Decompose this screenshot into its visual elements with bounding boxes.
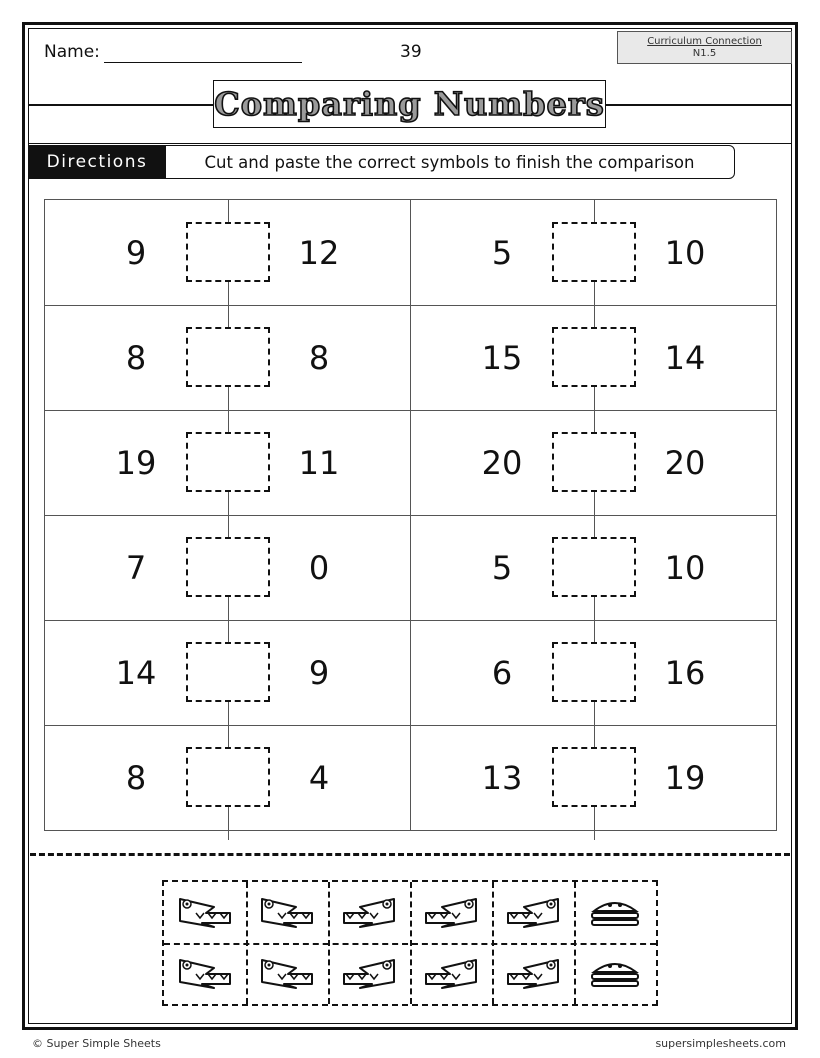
- right-number: 0: [308, 548, 330, 587]
- greater-than-alligator-icon: [338, 893, 400, 933]
- symbol-drop-box[interactable]: [186, 327, 270, 387]
- right-number: 10: [664, 233, 706, 272]
- cutout-card[interactable]: [164, 882, 246, 944]
- directions-rule: [28, 143, 792, 144]
- name-label: Name:: [44, 42, 100, 62]
- left-number: 14: [115, 653, 157, 692]
- page-title: Comparing Numbers: [214, 85, 605, 123]
- symbol-drop-box[interactable]: [186, 537, 270, 597]
- left-number: 5: [491, 233, 513, 272]
- left-number: 5: [491, 548, 513, 587]
- curriculum-title: Curriculum Connection: [647, 36, 762, 47]
- page-number: 39: [400, 42, 422, 62]
- equal-sandwich-icon: [584, 954, 646, 994]
- right-number: 4: [308, 758, 330, 797]
- right-number: 9: [308, 653, 330, 692]
- right-number: 12: [298, 233, 340, 272]
- cutout-card[interactable]: [492, 882, 574, 944]
- symbol-drop-box[interactable]: [552, 327, 636, 387]
- name-field[interactable]: [104, 62, 302, 63]
- left-number: 20: [481, 443, 523, 482]
- left-number: 19: [115, 443, 157, 482]
- symbol-drop-box[interactable]: [186, 642, 270, 702]
- cutout-card[interactable]: [492, 943, 574, 1005]
- greater-than-alligator-icon: [420, 954, 482, 994]
- greater-than-alligator-icon: [502, 954, 564, 994]
- equal-sandwich-icon: [584, 893, 646, 933]
- cutout-card[interactable]: [410, 882, 492, 944]
- left-number: 9: [125, 233, 147, 272]
- left-number: 7: [125, 548, 147, 587]
- right-number: 20: [664, 443, 706, 482]
- cutout-card[interactable]: [574, 943, 656, 1005]
- greater-than-alligator-icon: [502, 893, 564, 933]
- right-number: 11: [298, 443, 340, 482]
- title-rule-right: [605, 104, 792, 106]
- symbol-drop-box[interactable]: [186, 222, 270, 282]
- footer-copyright: © Super Simple Sheets: [32, 1037, 161, 1050]
- left-number: 6: [491, 653, 513, 692]
- footer-website: supersimplesheets.com: [655, 1037, 786, 1050]
- symbol-drop-box[interactable]: [552, 432, 636, 492]
- cutout-card[interactable]: [328, 882, 410, 944]
- directions-label: Directions: [28, 145, 166, 179]
- less-than-alligator-icon: [174, 893, 236, 933]
- right-number: 19: [664, 758, 706, 797]
- comparison-grid: [44, 199, 777, 831]
- left-number: 8: [125, 758, 147, 797]
- left-number: 8: [125, 338, 147, 377]
- symbol-drop-box[interactable]: [552, 537, 636, 597]
- title-banner: [213, 80, 606, 128]
- less-than-alligator-icon: [256, 893, 318, 933]
- symbol-drop-box[interactable]: [186, 747, 270, 807]
- left-number: 13: [481, 758, 523, 797]
- cutout-cards: [162, 880, 658, 1006]
- symbol-drop-box[interactable]: [552, 222, 636, 282]
- right-number: 14: [664, 338, 706, 377]
- symbol-drop-box[interactable]: [186, 432, 270, 492]
- box-connector: [228, 200, 229, 840]
- box-connector: [594, 200, 595, 840]
- curriculum-connection: [617, 31, 792, 64]
- cutout-card[interactable]: [410, 943, 492, 1005]
- right-number: 8: [308, 338, 330, 377]
- cutout-card[interactable]: [574, 882, 656, 944]
- less-than-alligator-icon: [256, 954, 318, 994]
- less-than-alligator-icon: [174, 954, 236, 994]
- grid-column-divider: [410, 200, 411, 830]
- cutout-card[interactable]: [328, 943, 410, 1005]
- right-number: 10: [664, 548, 706, 587]
- right-number: 16: [664, 653, 706, 692]
- greater-than-alligator-icon: [338, 954, 400, 994]
- greater-than-alligator-icon: [420, 893, 482, 933]
- cutout-card[interactable]: [164, 943, 246, 1005]
- cut-line: [30, 853, 790, 856]
- symbol-drop-box[interactable]: [552, 747, 636, 807]
- title-rule-left: [28, 104, 214, 106]
- directions-text: Cut and paste the correct symbols to finish the comparison: [164, 145, 735, 179]
- left-number: 15: [481, 338, 523, 377]
- curriculum-code: N1.5: [692, 48, 717, 59]
- cutout-card[interactable]: [246, 882, 328, 944]
- cutout-card[interactable]: [246, 943, 328, 1005]
- symbol-drop-box[interactable]: [552, 642, 636, 702]
